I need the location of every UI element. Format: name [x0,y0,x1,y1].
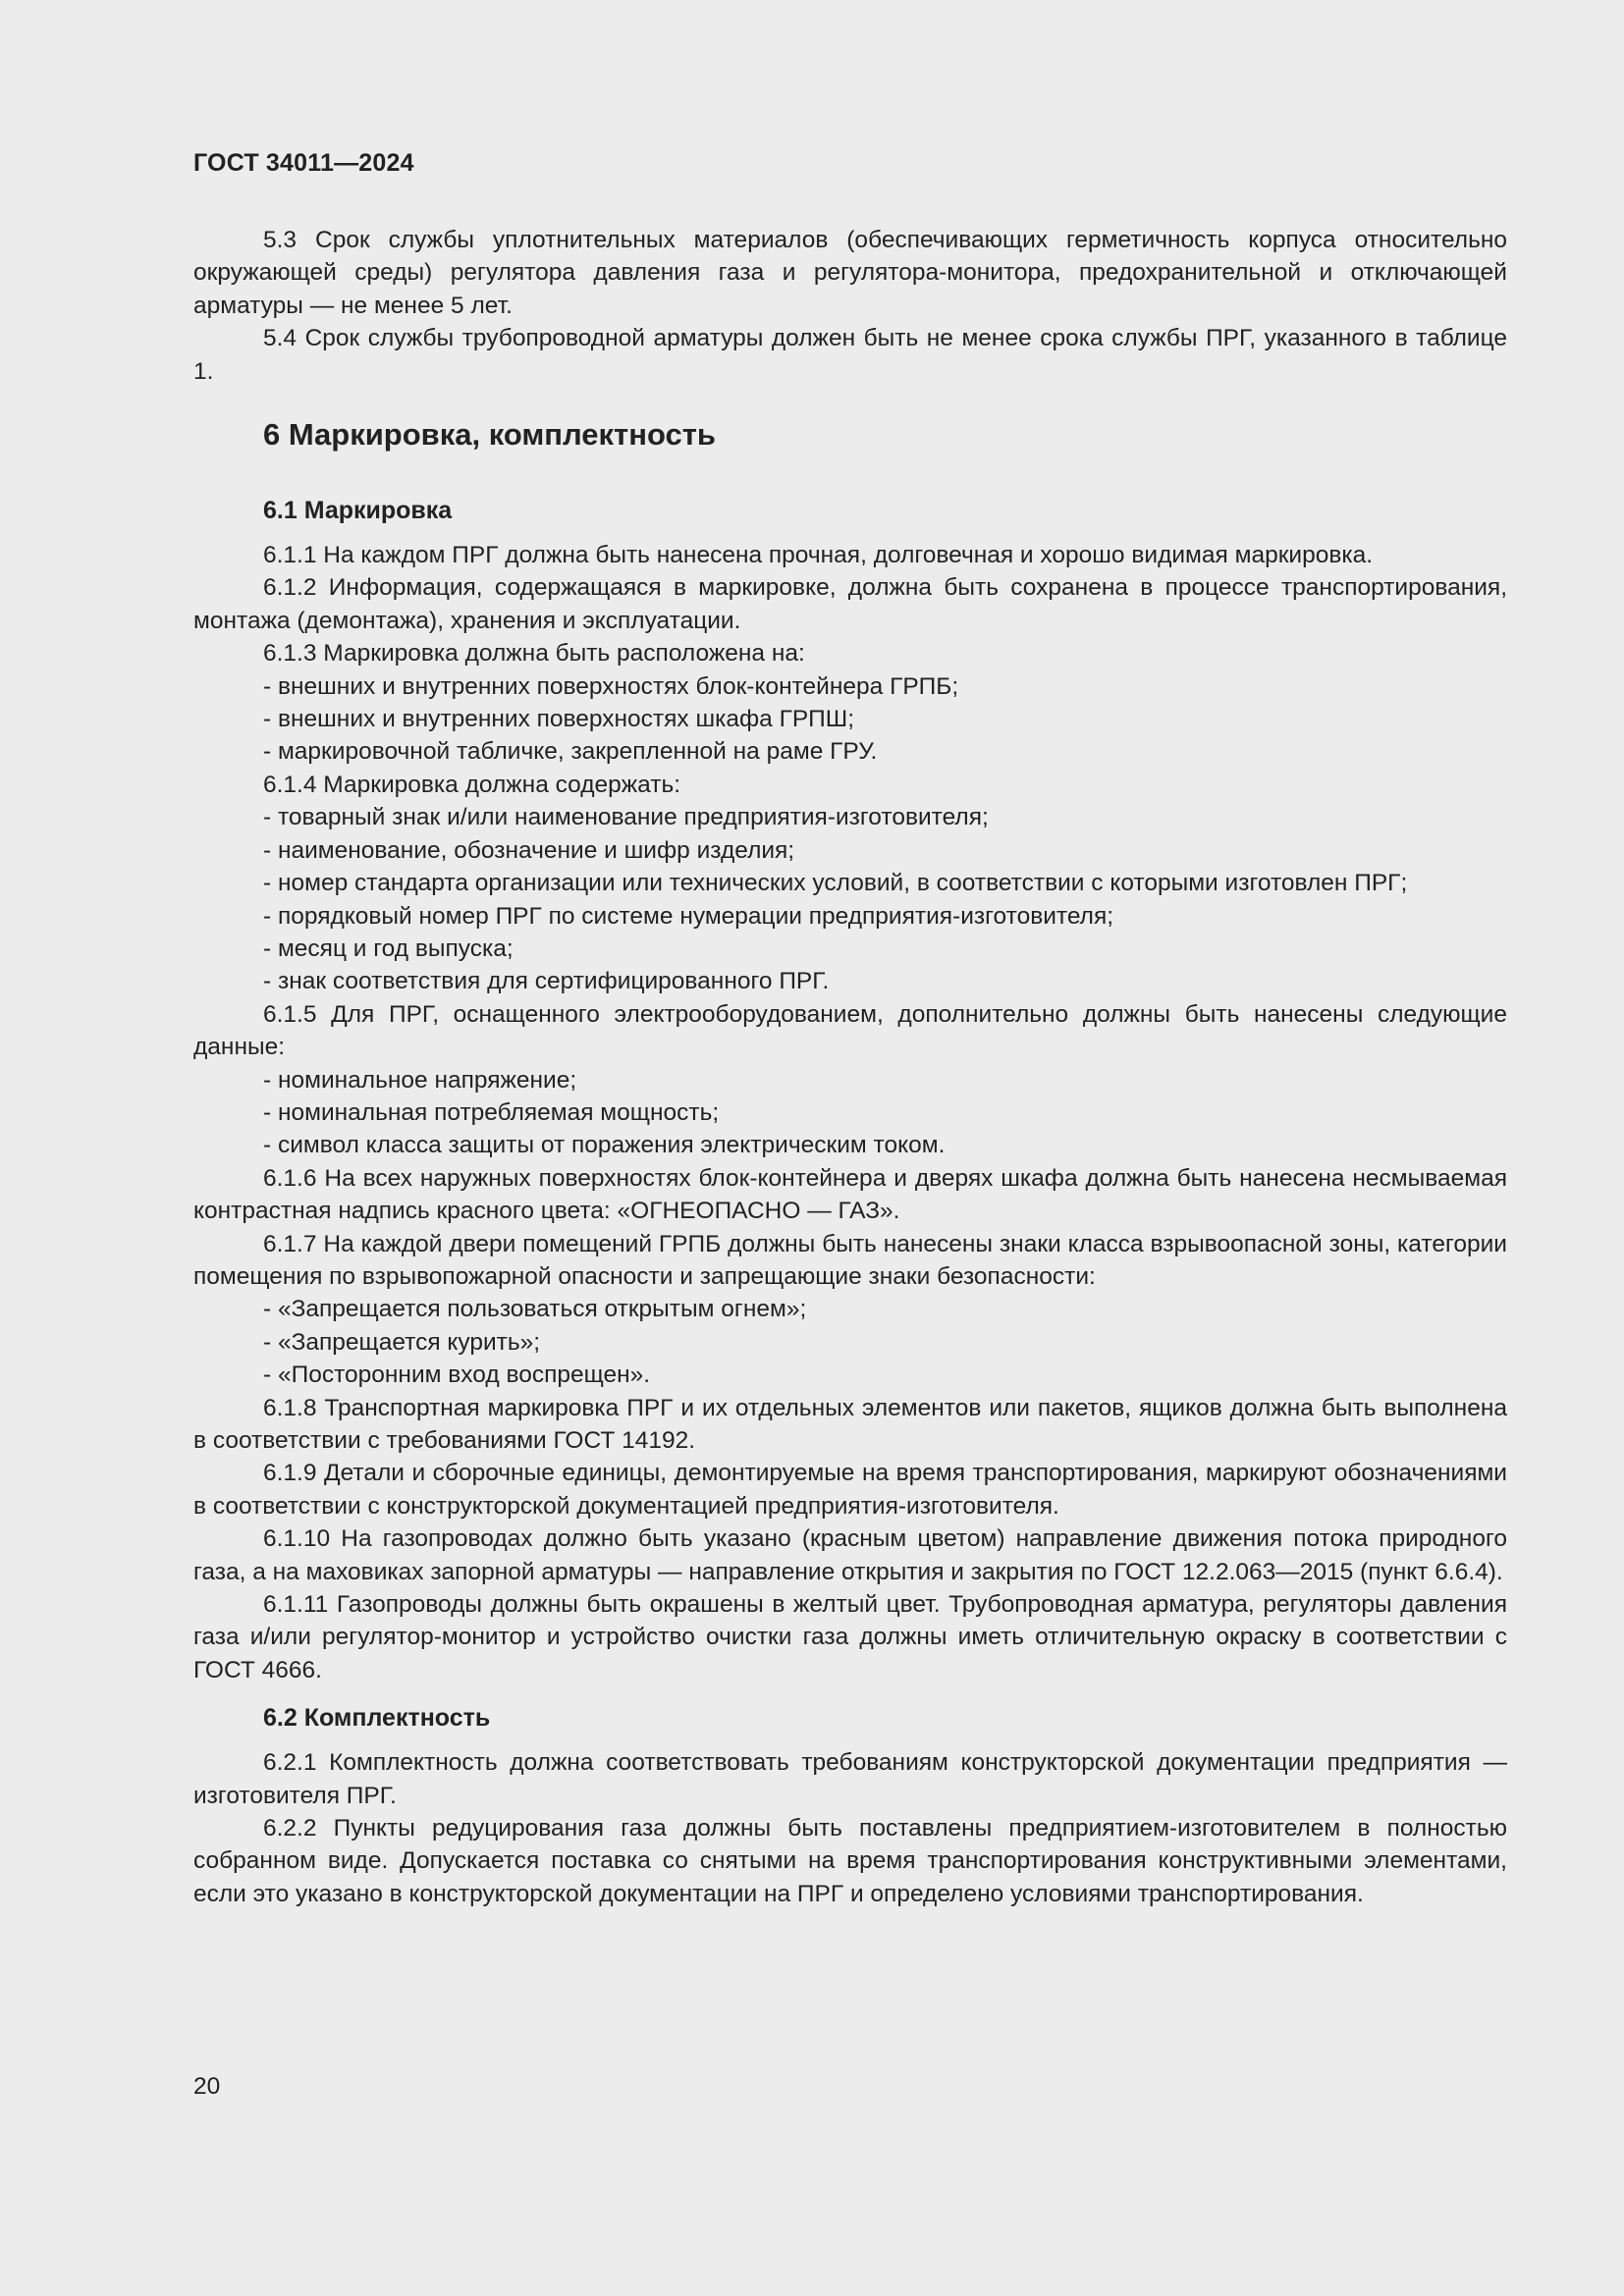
paragraph-6-2-2: 6.2.2 Пункты редуцирования газа должны быть поставлены предприятием-изготовителем в полностью собранном виде. Допускается поставка со снятыми на время транспортирования конструктивными элементами, если это указано в конструкторской документации на ПРГ и определено условиями транспортирования. [193,1815,1507,1907]
paragraph-6-1-9: 6.1.9 Детали и сборочные единицы, демонтируемые на время транспортирования, маркируют обозначениями в соответствии с конструкторской документацией предприятия-изготовителя. [193,1460,1507,1520]
list-item: - «Запрещается курить»; [263,1328,541,1356]
list-item: - символ класса защиты от поражения электрическим током. [263,1132,946,1159]
paragraph-6-1-11: 6.1.11 Газопроводы должны быть окрашены в желтый цвет. Трубопроводная арматура, регуляторы давления газа и/или регулятор-монитор и устройство очистки газа должны иметь отличительную окраску в соответствии с ГОСТ 4666. [193,1591,1507,1683]
list-item: - номинальная потребляемая мощность; [263,1098,720,1126]
list-item: - «Посторонним вход воспрещен». [263,1362,651,1389]
document-body [193,224,1507,1910]
page-number: 20 [193,2073,221,2100]
subsection-title-6-2: 6.2 Комплектность [263,1704,491,1733]
paragraph-6-1-8: 6.1.8 Транспортная маркировка ПРГ и их отдельных элементов или пакетов, ящиков должна быть выполнена в соответствии с требованиями ГОСТ 14192. [193,1394,1507,1454]
list-item: - внешних и внутренних поверхностях шкафа ГРПШ; [263,706,855,733]
paragraph-6-1-4: 6.1.4 Маркировка должна содержать: [263,771,681,798]
list-item: - номер стандарта организации или технических условий, в соответствии с которыми изготовлен ПРГ; [263,870,1408,897]
list-item: - месяц и год выпуска; [263,934,514,962]
paragraph-6-1-2: 6.1.2 Информация, содержащаяся в маркировке, должна быть сохранена в процессе транспортирования, монтажа (демонтажа), хранения и эксплуатации. [193,574,1507,634]
list-item: - маркировочной табличке, закрепленной на раме ГРУ. [263,738,878,766]
paragraph-6-1-3: 6.1.3 Маркировка должна быть расположена на: [263,640,805,667]
paragraph-6-2-1: 6.2.1 Комплектность должна соответствовать требованиям конструкторской документации предприятия — изготовителя ПРГ. [193,1749,1507,1809]
list-item: - внешних и внутренних поверхностях блок-контейнера ГРПБ; [263,672,959,700]
paragraph-5-3: 5.3 Срок службы уплотнительных материалов (обеспечивающих герметичность корпуса относительно окружающей среды) регулятора давления газа и регулятора-монитора, предохранительной и отключающей арматуры — не менее 5 лет. [193,227,1507,319]
paragraph-6-1-7: 6.1.7 На каждой двери помещений ГРПБ должны быть нанесены знаки класса взрывоопасной зоны, категории помещения по взрывопожарной опасности и запрещающие знаки безопасности: [193,1230,1507,1290]
section-title-6: 6 Маркировка, комплектность [263,417,716,453]
list-item: - товарный знак и/или наименование предприятия-изготовителя; [263,804,989,831]
list-item: - номинальное напряжение; [263,1066,577,1094]
paragraph-6-1-5: 6.1.5 Для ПРГ, оснащенного электрооборудованием, дополнительно должны быть нанесены следующие данные: [193,1000,1507,1061]
list-item: - знак соответствия для сертифицированного ПРГ. [263,968,830,995]
paragraph-6-1-6: 6.1.6 На всех наружных поверхностях блок-контейнера и дверях шкафа должна быть нанесена несмываемая контрастная надпись красного цвета: «ОГНЕОПАСНО — ГАЗ». [193,1164,1507,1225]
paragraph-6-1-1: 6.1.1 На каждом ПРГ должна быть нанесена прочная, долговечная и хорошо видимая маркировка. [263,542,1374,569]
list-item: - наименование, обозначение и шифр изделия; [263,836,795,864]
paragraph-6-1-10: 6.1.10 На газопроводах должно быть указано (красным цветом) направление движения потока природного газа, а на маховиках запорной арматуры — направление открытия и закрытия по ГОСТ 12.2.063—2015 (пункт 6.6.4). [193,1525,1507,1585]
paragraph-5-4: 5.4 Срок службы трубопроводной арматуры должен быть не менее срока службы ПРГ, указанного в таблице 1. [193,325,1507,385]
list-item: - «Запрещается пользоваться открытым огнем»; [263,1296,807,1323]
subsection-title-6-1: 6.1 Маркировка [263,497,453,525]
list-item: - порядковый номер ПРГ по системе нумерации предприятия-изготовителя; [263,902,1114,930]
document-header: ГОСТ 34011—2024 [193,149,414,177]
